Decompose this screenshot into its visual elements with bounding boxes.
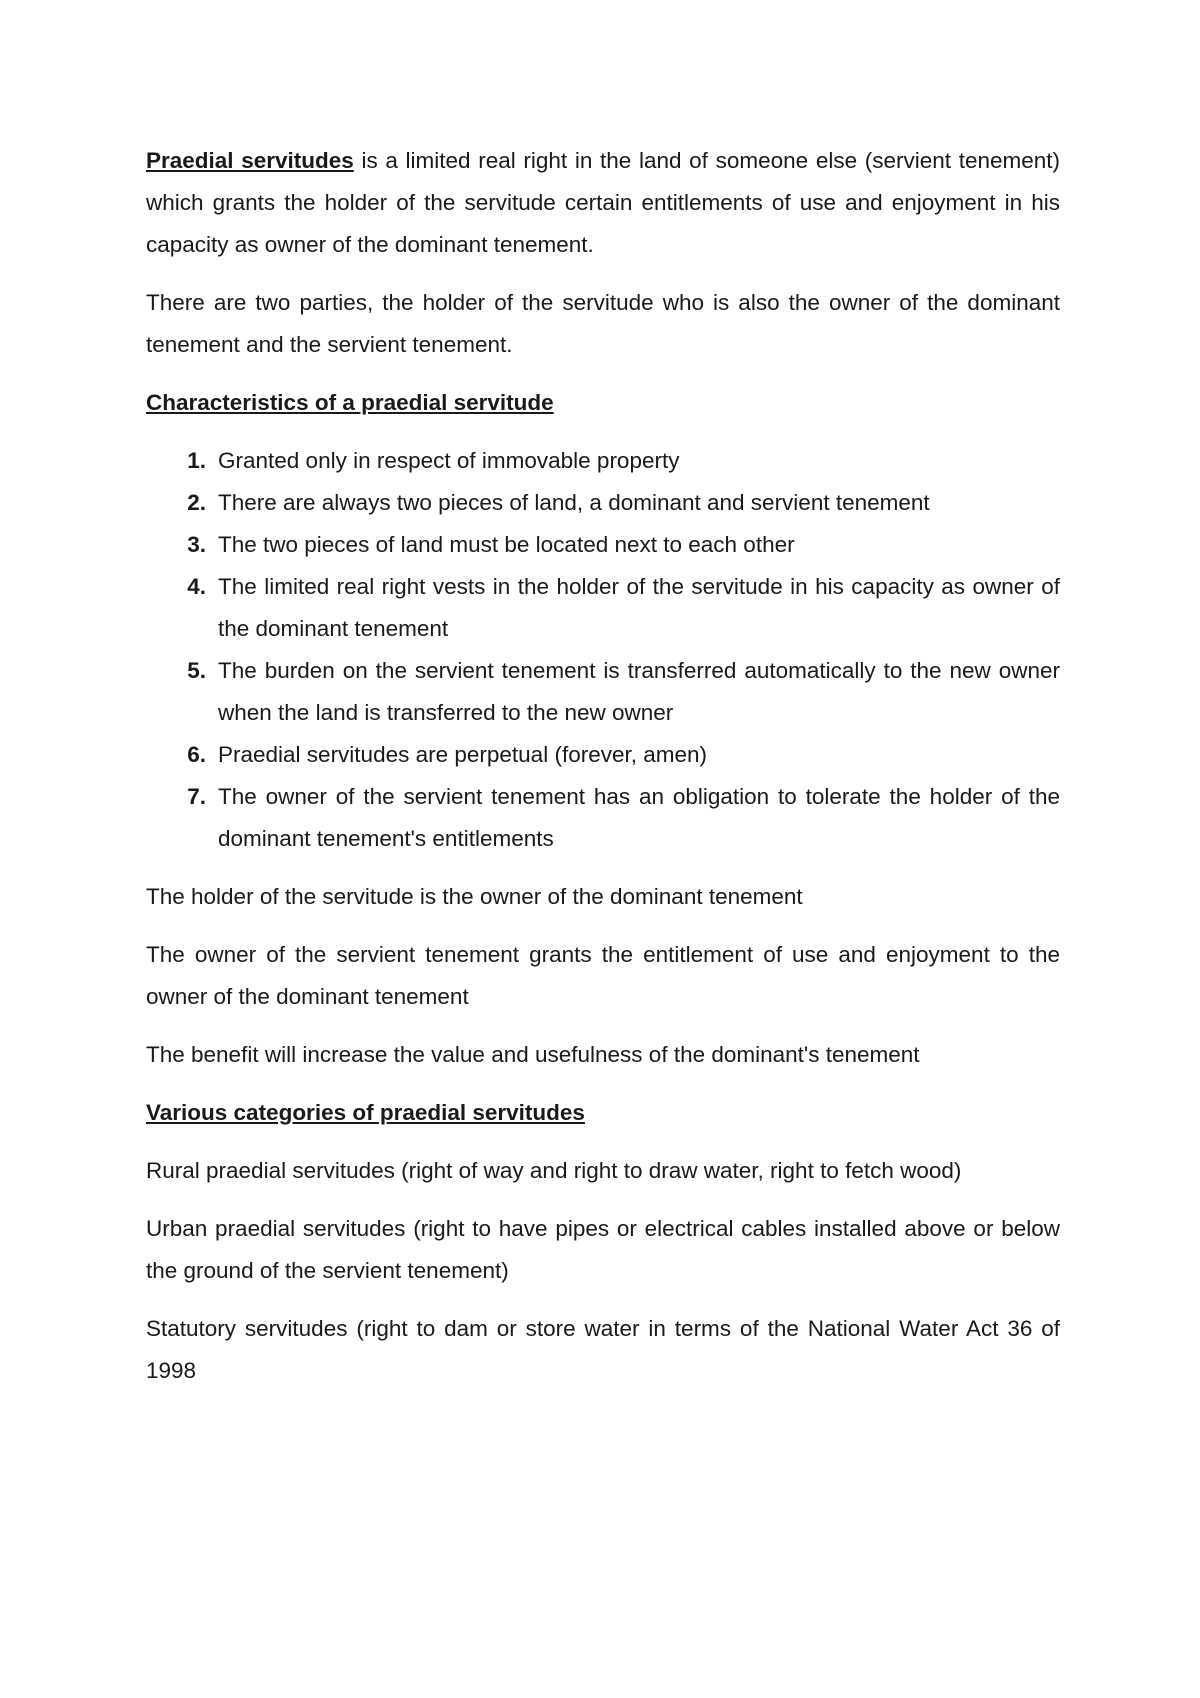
list-number: 6.	[187, 742, 206, 767]
list-number: 4.	[187, 574, 206, 599]
defined-term: Praedial servitudes	[146, 148, 354, 173]
characteristics-heading: Characteristics of a praedial servitude	[146, 390, 554, 415]
statutory-servitudes-paragraph: Statutory servitudes (right to dam or store water in terms of the National Water Act 36 of 1998	[146, 1316, 1060, 1383]
list-item	[146, 524, 1060, 566]
list-item-text: The two pieces of land must be located next to each other	[218, 532, 795, 557]
list-number: 2.	[187, 490, 206, 515]
intro-paragraph	[146, 140, 1060, 266]
owner-grants-paragraph: The owner of the servient tenement grants the entitlement of use and enjoyment to the owner of the dominant tenement	[146, 942, 1060, 1009]
list-item-text: The limited real right vests in the holder of the servitude in his capacity as owner of the dominant tenement	[218, 574, 1060, 641]
list-item	[146, 650, 1060, 734]
list-item-text: Granted only in respect of immovable property	[218, 448, 680, 473]
list-number: 3.	[187, 532, 206, 557]
list-item	[146, 776, 1060, 860]
list-item	[146, 734, 1060, 776]
list-number: 1.	[187, 448, 206, 473]
holder-paragraph: The holder of the servitude is the owner of the dominant tenement	[146, 884, 803, 909]
rural-servitudes-paragraph: Rural praedial servitudes (right of way and right to draw water, right to fetch wood)	[146, 1158, 962, 1183]
list-item	[146, 566, 1060, 650]
list-item-text: The owner of the servient tenement has an obligation to tolerate the holder of the dominant tenement's entitlements	[218, 784, 1060, 851]
list-item-text: There are always two pieces of land, a dominant and servient tenement	[218, 490, 930, 515]
list-item-text: Praedial servitudes are perpetual (forever, amen)	[218, 742, 708, 767]
list-item	[146, 440, 1060, 482]
list-number: 7.	[187, 784, 206, 809]
list-number: 5.	[187, 658, 206, 683]
parties-paragraph: There are two parties, the holder of the servitude who is also the owner of the dominant tenement and the servient tenement.	[146, 290, 1060, 357]
list-item-text: The burden on the servient tenement is transferred automatically to the new owner when the land is transferred to the new owner	[218, 658, 1060, 725]
benefit-paragraph: The benefit will increase the value and usefulness of the dominant's tenement	[146, 1042, 920, 1067]
characteristics-list	[146, 440, 1060, 860]
document-page	[146, 140, 1060, 1408]
categories-heading: Various categories of praedial servitudes	[146, 1100, 585, 1125]
intro-text: is a limited real right in the land of someone else (servient tenement) which grants the holder of the servitude certain entitlements of use and enjoyment in his capacity as owner of the dominant tenement.	[146, 148, 1061, 257]
list-item	[146, 482, 1060, 524]
urban-servitudes-paragraph: Urban praedial servitudes (right to have pipes or electrical cables installed above or below the ground of the servient tenement)	[146, 1216, 1060, 1283]
